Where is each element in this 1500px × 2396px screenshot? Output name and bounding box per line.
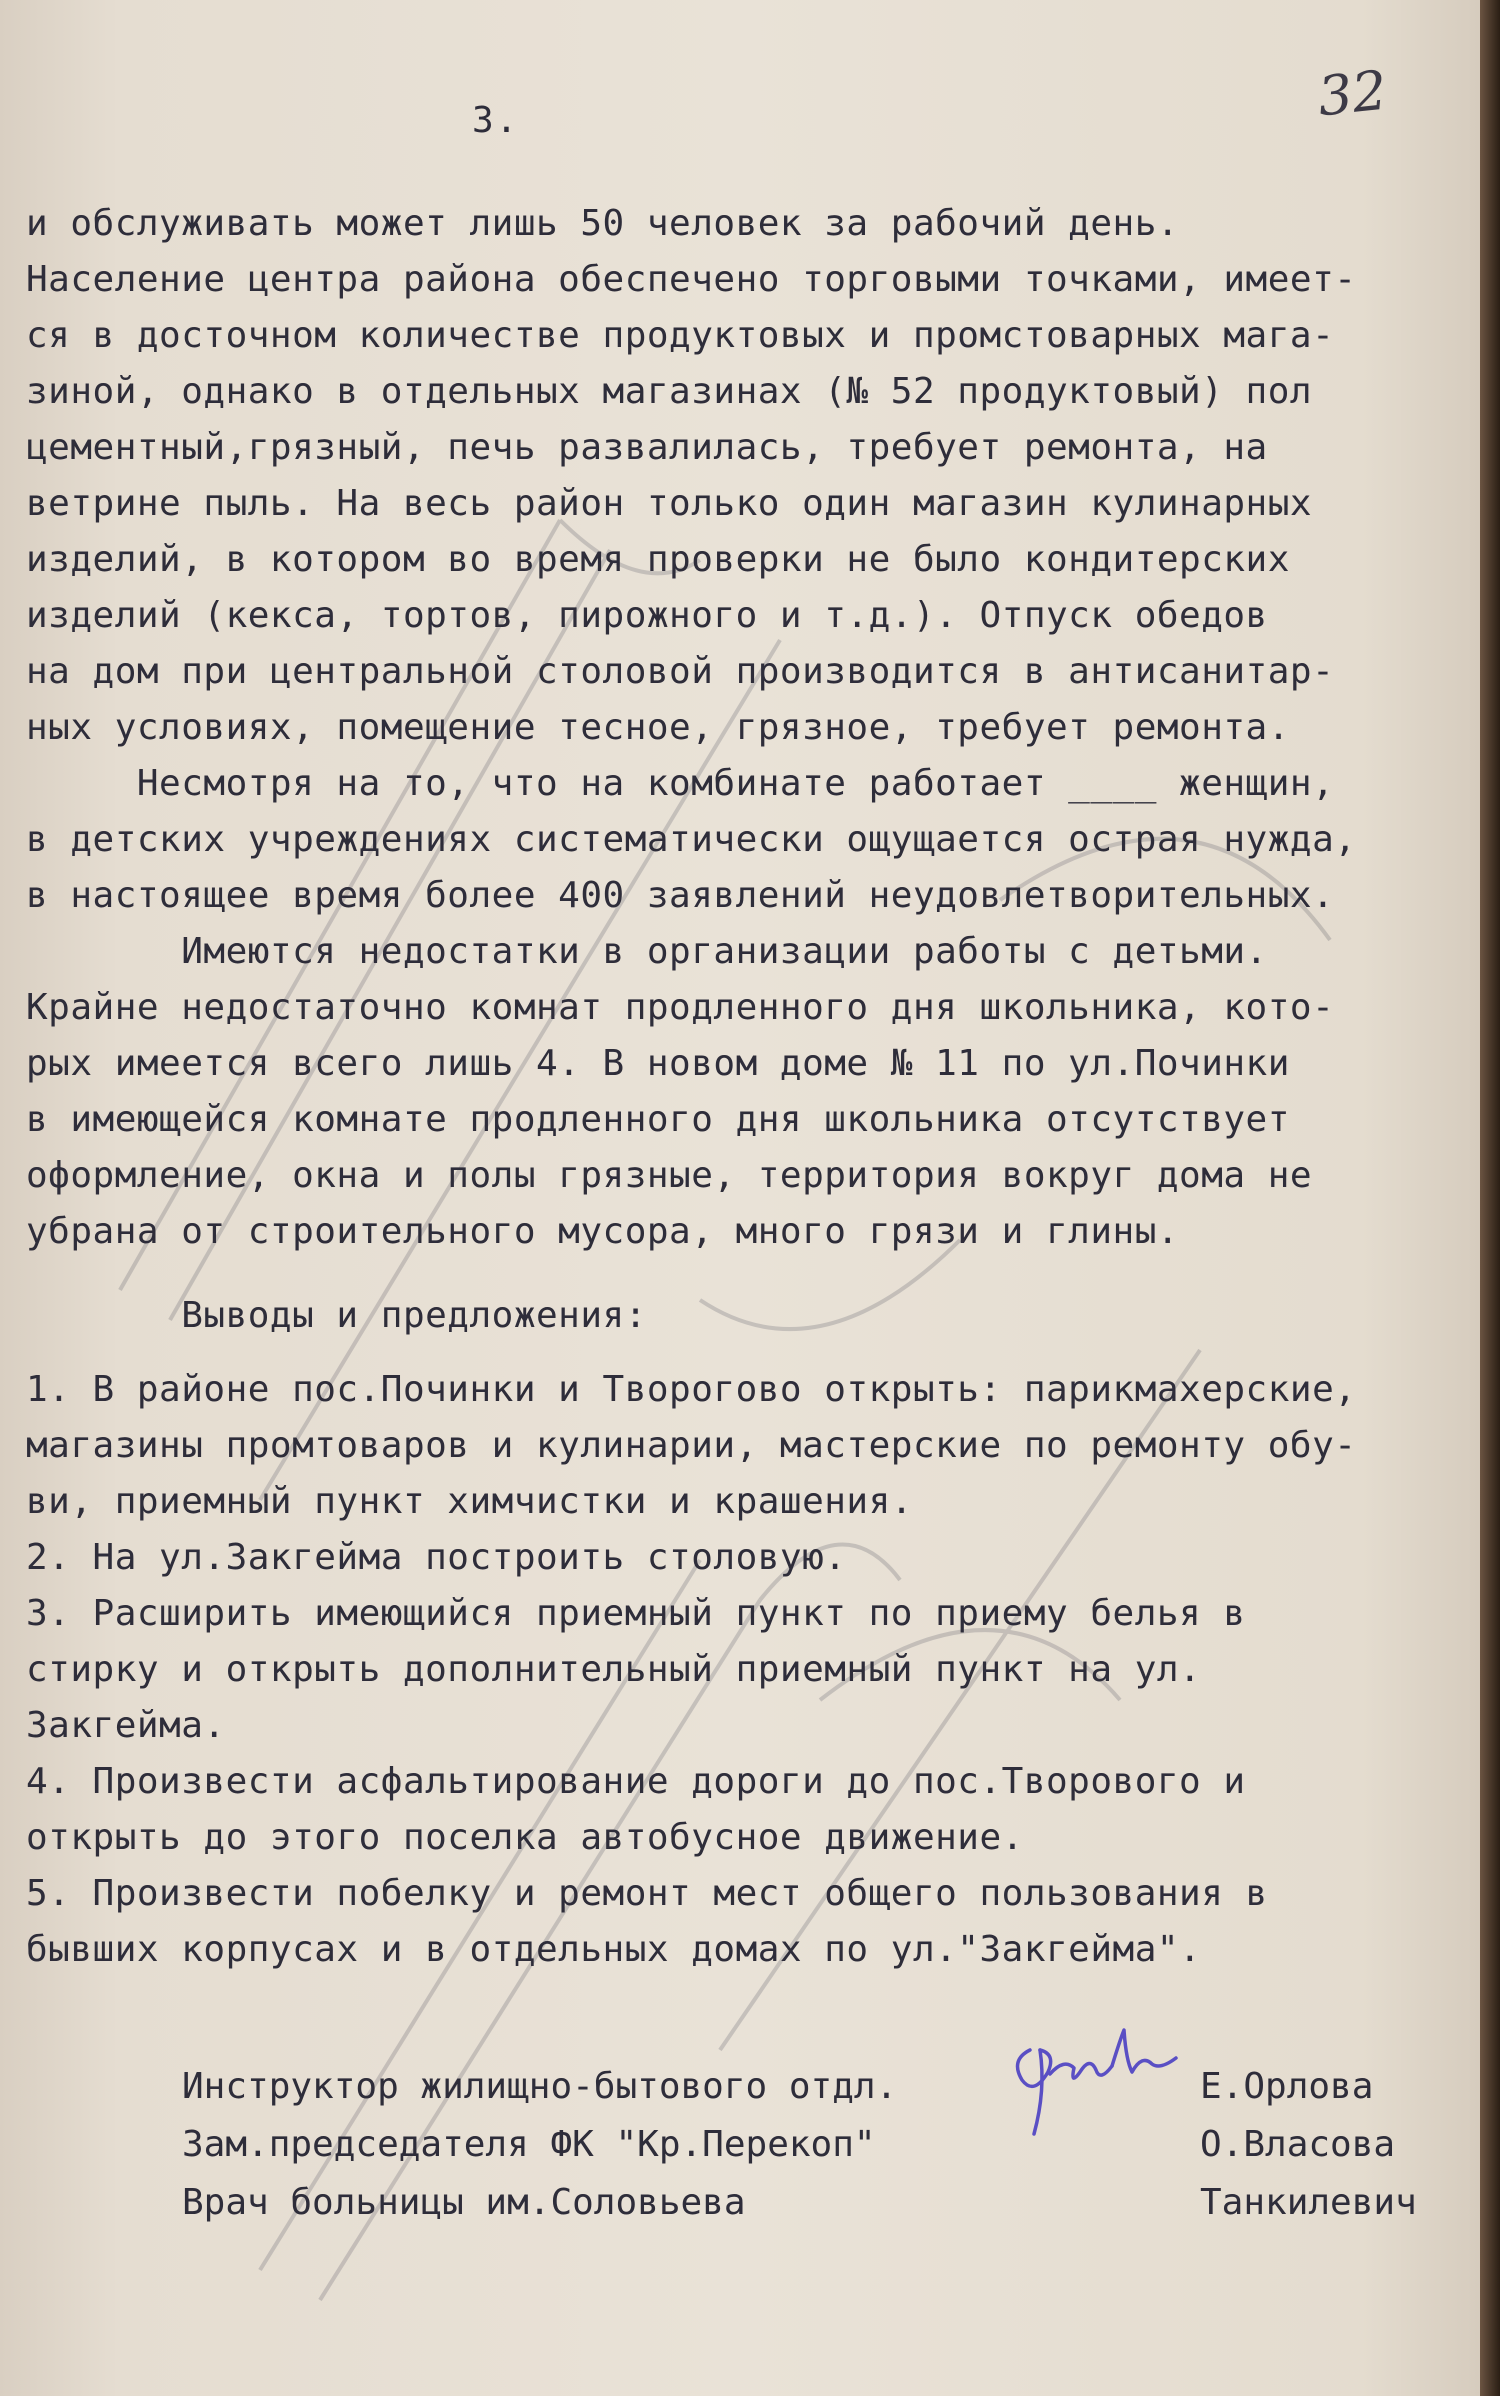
text-line: оформление, окна и полы грязные, территория вокруг дома не <box>26 1155 1313 1196</box>
text-line: ви, приемный пункт химчистки и крашения. <box>26 1481 913 1522</box>
text-line: Имеются недостатки в организации работы с детьми. <box>26 931 1268 972</box>
text-line: 1. В районе пос.Починки и Творогово открыть: парикмахерские, <box>26 1369 1357 1410</box>
text-line: и обслуживать может лишь 50 человек за рабочий день. <box>26 203 1180 244</box>
signatory-name: Танкилевич <box>1200 2182 1417 2223</box>
text-line: изделий (кекса, тортов, пирожного и т.д.). Отпуск обедов <box>26 595 1268 636</box>
text-line: в имеющейся комнате продленного дня школьника отсутствует <box>26 1099 1290 1140</box>
text-line: магазины промтоваров и кулинарии, мастерские по ремонту обу- <box>26 1425 1357 1466</box>
text-line: Закгейма. <box>26 1705 226 1746</box>
signatory-role: Врач больницы им.Соловьева <box>182 2182 746 2223</box>
text-line: рых имеется всего лишь 4. В новом доме № 11 по ул.Починки <box>26 1043 1290 1084</box>
signatory-name: О.Власова <box>1200 2124 1396 2165</box>
text-line: Население центра района обеспечено торговыми точками, имеет- <box>26 259 1357 300</box>
text-line: изделий, в котором во время проверки не было кондитерских <box>26 539 1290 580</box>
text-line: в детских учреждениях систематически ощущается острая нужда, <box>26 819 1357 860</box>
archive-folio-number: 32 <box>1314 58 1390 129</box>
text-line: стирку и открыть дополнительный приемный пункт на ул. <box>26 1649 1202 1690</box>
signatory-name: Е.Орлова <box>1200 2066 1374 2107</box>
section-heading: Выводы и предложения: <box>26 1295 647 1336</box>
text-line: в настоящее время более 400 заявлений неудовлетворительных. <box>26 875 1335 916</box>
text-line: ных условиях, помещение тесное, грязное, требует ремонта. <box>26 707 1290 748</box>
text-line: Несмотря на то, что на комбинате работает ____ женщин, <box>26 763 1335 804</box>
text-line: Крайне недостаточно комнат продленного дня школьника, кото- <box>26 987 1335 1028</box>
text-line: 5. Произвести побелку и ремонт мест общего пользования в <box>26 1873 1268 1914</box>
scan-edge <box>1480 0 1500 2396</box>
text-line: бывших корпусах и в отдельных домах по ул."Закгейма". <box>26 1929 1202 1970</box>
text-line: ветрине пыль. На весь район только один магазин кулинарных <box>26 483 1313 524</box>
text-line: ся в досточном количестве продуктовых и промстоварных мага- <box>26 315 1335 356</box>
text-line: зиной, однако в отдельных магазинах (№ 52 продуктовый) пол <box>26 371 1313 412</box>
signatory-role: Зам.председателя ФК "Кр.Перекоп" <box>182 2124 876 2165</box>
text-line: 4. Произвести асфальтирование дороги до пос.Творового и <box>26 1761 1246 1802</box>
text-line: убрана от строительного мусора, много грязи и глины. <box>26 1211 1180 1252</box>
signatory-role: Инструктор жилищно-бытового отдл. <box>182 2066 898 2107</box>
text-line: открыть до этого поселка автобусное движение. <box>26 1817 1024 1858</box>
text-line: цементный,грязный, печь развалилась, требует ремонта, на <box>26 427 1268 468</box>
text-line: на дом при центральной столовой производится в антисанитар- <box>26 651 1335 692</box>
page-number: 3. <box>472 100 520 141</box>
text-line: 3. Расширить имеющийся приемный пункт по приему белья в <box>26 1593 1246 1634</box>
text-line: 2. На ул.Закгейма построить столовую. <box>26 1537 847 1578</box>
handwritten-signature <box>1000 2010 1190 2150</box>
